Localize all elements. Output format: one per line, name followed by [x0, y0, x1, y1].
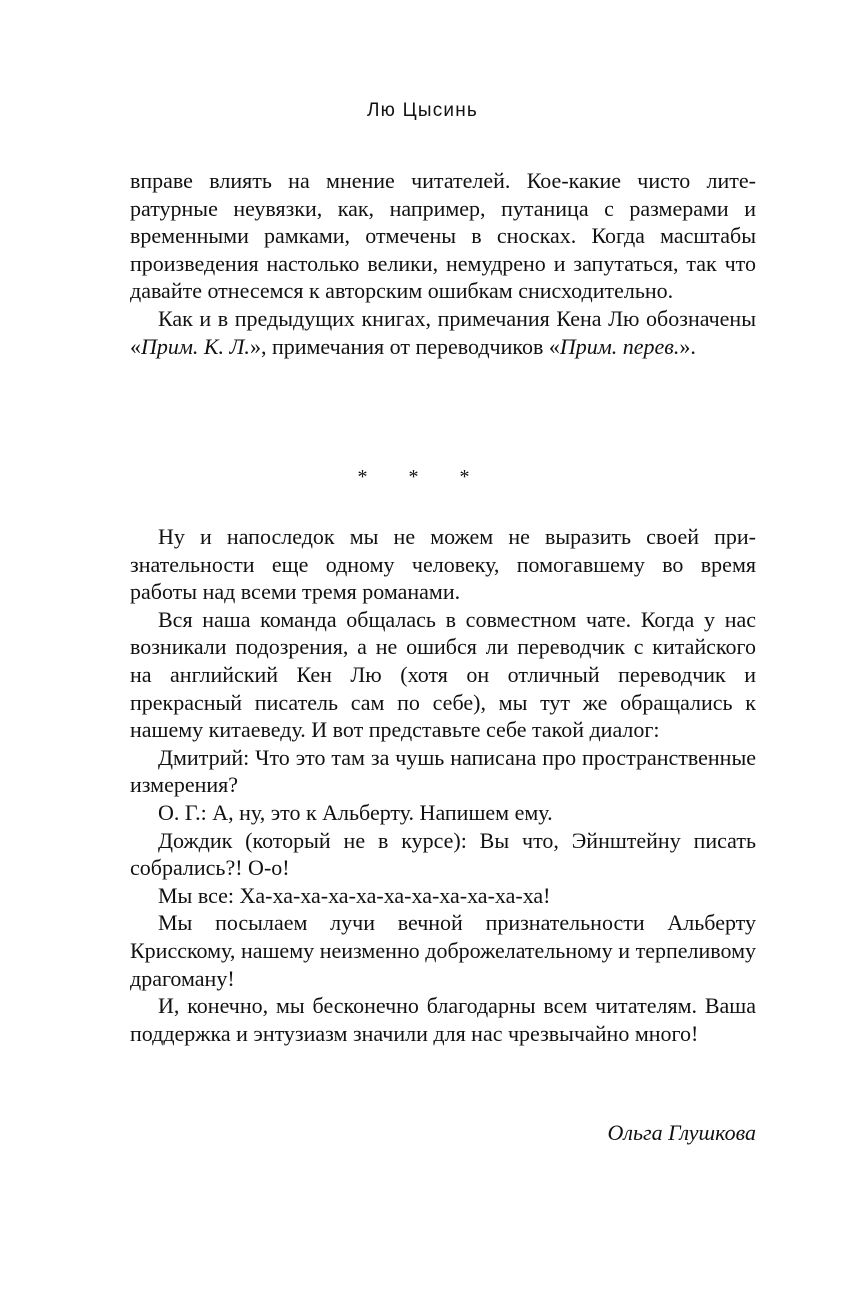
running-head-title: Лю Цысинь: [366, 100, 478, 121]
text-section-acknowledgements: [130, 523, 756, 1047]
note-abbrev-author: Прим. К. Л.: [141, 333, 250, 359]
dialogue-line: Мы все: Ха-ха-ха-ха-ха-ха-ха-ха-ха-ха-ха!: [158, 882, 551, 908]
dialogue-line: Дождик (который не в курсе): Вы что, Эйнштейну писать собрались?! О-о!: [130, 827, 756, 881]
dialogue-line: О. Г.: А, ну, это к Альберту. Напишем ему.: [158, 799, 553, 825]
signature: Ольга Глушкова: [607, 1120, 756, 1145]
section-separator: * * *: [357, 466, 488, 488]
dialogue-line: Дмитрий: Что это там за чушь написана про пространственные измерения?: [130, 744, 756, 798]
paragraph: вправе влиять на мнение читателей. Кое-какие чисто литературные неувязки, как, например, путаница с размерами и временными рамками, отмечены в сносках. Когда масштабы произведения настолько велики, немудрено и запутаться, так что давайте отнесемся к авторским ошибкам снисходительно.: [130, 168, 756, 304]
paragraph: Вся наша команда общалась в совместном чате. Когда у нас возникали подозрения, а не ошибся ли переводчик с китайского на английский Кен Лю (хотя он отличный переводчик и прекрасный писатель сам по себе), мы тут же обращались к нашему китаеведу. И вот представьте себе такой диалог:: [130, 606, 756, 743]
paragraph: И, конечно, мы бесконечно благодарны всем читателям. Ваша поддержка и энтузиазм значили для нас чрезвычайно много!: [130, 993, 756, 1046]
text-fragment: ».: [679, 333, 696, 359]
text-fragment: », примечания от переводчиков «: [249, 333, 560, 359]
paragraph: Ну и напоследок мы не можем не выразить своей признательности еще одному человеку, помогавшему во время работы над всеми тремя романами.: [130, 524, 756, 605]
text-fragment: Как и в предыдущих книгах, примечания Кена Лю обозначены «: [130, 305, 756, 359]
paragraph-notes-legend: [130, 305, 756, 360]
text-section-notes: [130, 167, 756, 360]
note-abbrev-translator: Прим. перев.: [559, 333, 680, 359]
paragraph: Мы посылаем лучи вечной признательности Альберту Крисскому, нашему неизменно доброжелательному и терпеливому драгоману!: [130, 910, 756, 991]
